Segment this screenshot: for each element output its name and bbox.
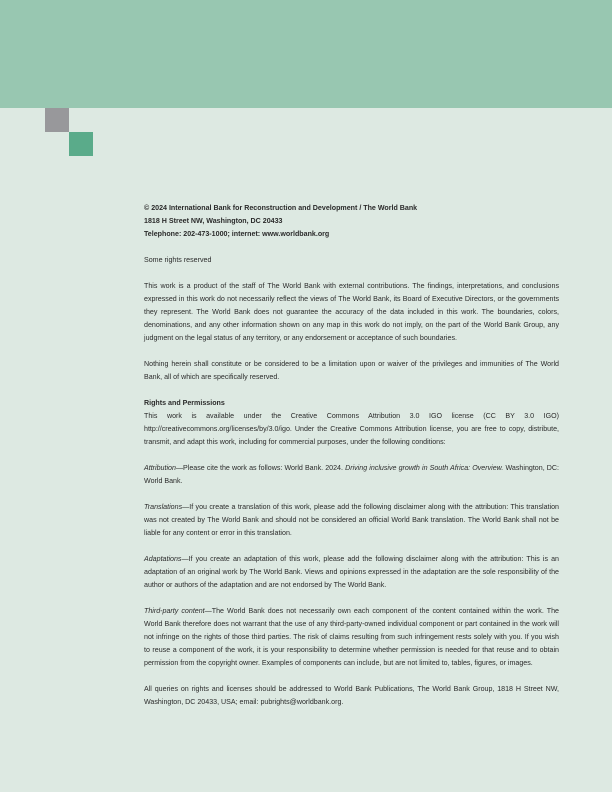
attribution-title: Driving inclusive growth in South Africa: Overview.	[345, 464, 504, 472]
disclaimer-paragraph: This work is a product of the staff of The World Bank with external contributions. The findings, interpretations, and conclusions expressed in this work do not necessarily reflect the views of The World Bank, its Board of Executive Directors, or the governments they represent. The World Bank does not guarantee the accuracy of the data included in this work. The boundaries, colors, denominations, and any other information shown on any map in this work do not imply, on the part of the World Bank Group, any judgment on the legal status of any territory, or any endorsement or acceptance of such boundaries.	[144, 282, 559, 342]
address-line: 1818 H Street NW, Washington, DC 20433	[144, 217, 283, 225]
attribution-text-before: —Please cite the work as follows: World Bank. 2024.	[175, 464, 346, 472]
third-party-label: Third-party content	[144, 607, 205, 615]
attribution-label: Attribution	[144, 464, 176, 472]
translations-text: —If you create a translation of this work, please add the following disclaimer along with the attribution: This translation was not created by The World Bank and should not be considered an official World Bank translation. The World Bank shall not be liable for any content or error in this translation.	[144, 503, 559, 537]
copyright-page-content	[144, 202, 559, 709]
some-rights-reserved: Some rights reserved	[144, 256, 212, 264]
adaptations-text: —If you create an adaptation of this work, please add the following disclaimer along with the attribution: This is an adaptation of an original work by The World Bank. Views and opinions expressed in the adaptation are the sole responsibility of the author or authors of the adaptation and are not endorsed by The World Bank.	[144, 555, 559, 589]
contact-line: Telephone: 202-473-1000; internet: www.worldbank.org	[144, 230, 330, 238]
decorative-gray-square	[45, 108, 69, 132]
third-party-paragraph	[144, 605, 559, 670]
attribution-paragraph	[144, 462, 559, 488]
adaptations-label: Adaptations	[144, 555, 182, 563]
copyright-line: © 2024 International Bank for Reconstruction and Development / The World Bank	[144, 204, 418, 212]
third-party-text: —The World Bank does not necessarily own each component of the content contained within the work. The World Bank therefore does not warrant that the use of any third-party-owned individual component or part contained in the work will not infringe on the rights of those third parties. The risk of claims resulting from such infringement rests solely with you. If you wish to reuse a component of the work, it is your responsibility to determine whether permission is needed for that reuse and to obtain permission from the copyright owner. Examples of components can include, but are not limited to, tables, figures, or images.	[144, 607, 559, 667]
decorative-green-square	[69, 132, 93, 156]
adaptations-paragraph	[144, 553, 559, 592]
license-paragraph: This work is available under the Creative Commons Attribution 3.0 IGO license (CC BY 3.0 IGO) http://creativecommons.org/licenses/by/3.0/igo. Under the Creative Commons Attribution license, you are free to copy, distribute, transmit, and adapt this work, including for commercial purposes, under the following conditions:	[144, 412, 559, 446]
translations-paragraph	[144, 501, 559, 540]
privileges-paragraph: Nothing herein shall constitute or be considered to be a limitation upon or waiver of the privileges and immunities of The World Bank, all of which are specifically reserved.	[144, 360, 559, 381]
queries-paragraph: All queries on rights and licenses should be addressed to World Bank Publications, The World Bank Group, 1818 H Street NW, Washington, DC 20433, USA; email: pubrights@worldbank.org.	[144, 685, 559, 706]
header-band	[0, 0, 612, 108]
rights-heading: Rights and Permissions	[144, 399, 225, 407]
translations-label: Translations	[144, 503, 183, 511]
attribution-text-after: Washington, DC: World Bank.	[144, 464, 560, 485]
